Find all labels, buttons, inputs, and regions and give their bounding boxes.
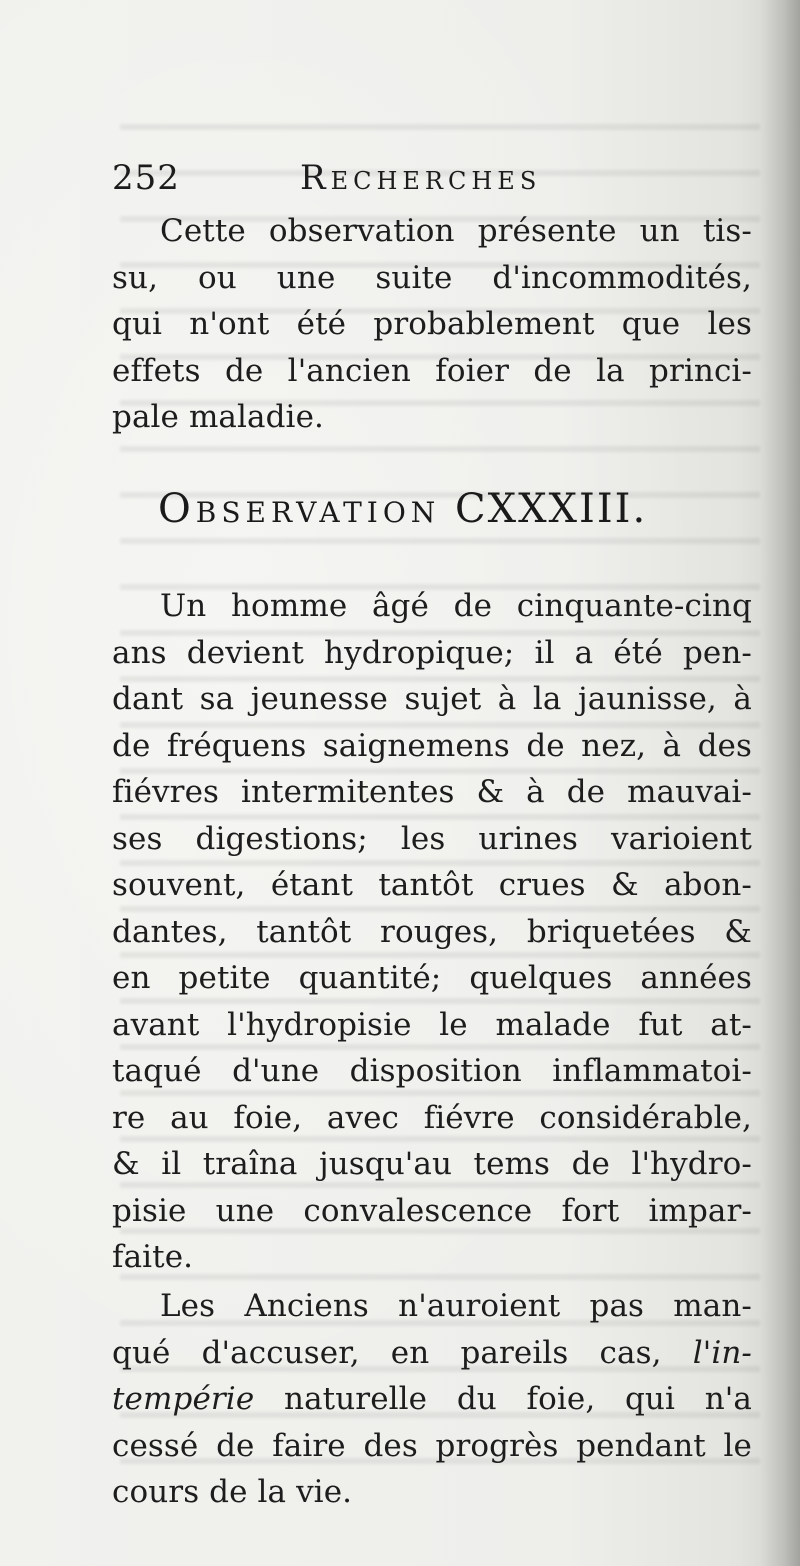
- paragraph-1: [112, 208, 752, 441]
- text-line: souvent, étant tantôt crues & abon-: [112, 867, 752, 903]
- text-line: ans devient hydropique; il a été pen-: [112, 634, 752, 671]
- text-line: [112, 1330, 752, 1377]
- text-line: Cette observation présente un tis-: [160, 213, 752, 249]
- page-edge-shadow: [760, 0, 800, 1566]
- italic-span: l'in-: [692, 1334, 752, 1371]
- text-line: Les Anciens n'auroient pas man-: [160, 1288, 752, 1324]
- text-line: Un homme âgé de cinquante-cinq: [160, 588, 752, 624]
- text-line: cessé de faire des progrès pendant le: [112, 1427, 752, 1464]
- text-line: fiévres intermitentes & à de mauvai-: [112, 774, 752, 810]
- text-span: naturelle du foie, qui n'a: [284, 1381, 752, 1417]
- heading-numeral: CXXXIII.: [455, 486, 648, 532]
- text-line: su, ou une suite d'incommodités,: [112, 259, 752, 296]
- paragraph-3: [112, 1283, 752, 1516]
- page-number: 252: [112, 158, 180, 198]
- text-line: pale maladie.: [112, 399, 324, 435]
- text-line: pisie une convalescence fort impar-: [112, 1192, 752, 1229]
- paragraph-2: [112, 583, 752, 1281]
- text-line: avant l'hydropisie le malade fut at-: [112, 1006, 752, 1043]
- text-line: de fréquens saignemens de nez, à des: [112, 727, 752, 764]
- text-line: [112, 1376, 752, 1423]
- text-line: re au foie, avec fiévre considérable,: [112, 1099, 752, 1136]
- italic-span: tempérie: [112, 1381, 255, 1417]
- running-head: [112, 158, 612, 204]
- observation-heading: [158, 486, 758, 532]
- text-line: effets de l'ancien foier de la princi-: [112, 352, 752, 389]
- text-line: dantes, tantôt rouges, briquetées &: [112, 913, 752, 950]
- text-line: faite.: [112, 1239, 194, 1275]
- text-line: ses digestions; les urines varioient: [112, 820, 752, 857]
- text-line: dant sa jeunesse sujet à la jaunisse, à: [112, 681, 752, 717]
- text-line: taqué d'une disposition inflammatoi-: [112, 1053, 752, 1089]
- text-line: en petite quantité; quelques années: [112, 960, 752, 996]
- text-span: qué d'accuser, en pareils cas,: [112, 1334, 662, 1371]
- heading-word: Observation: [158, 486, 441, 532]
- text-line: & il traîna jusqu'au tems de l'hydro-: [112, 1146, 752, 1182]
- text-line: qui n'ont été probablement que les: [112, 306, 752, 342]
- running-title: Recherches: [300, 158, 542, 198]
- text-line: cours de la vie.: [112, 1474, 353, 1510]
